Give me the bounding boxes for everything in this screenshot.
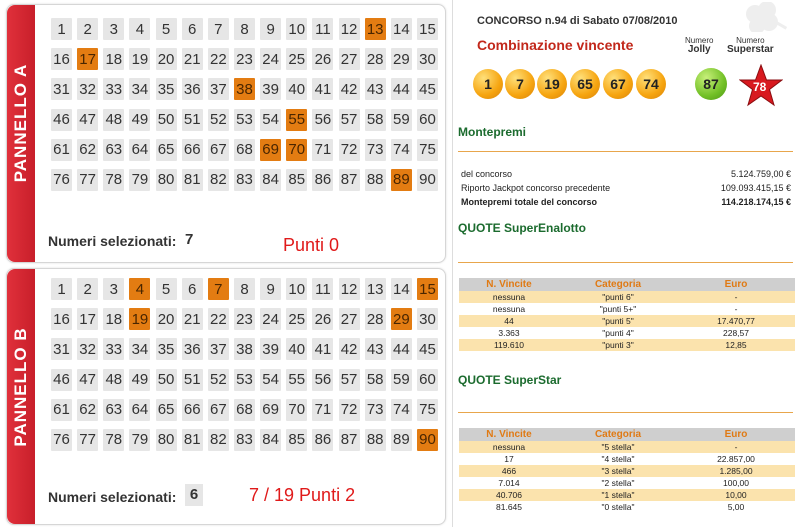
- number-cell[interactable]: 77: [77, 169, 98, 191]
- superstar-header-line2: Superstar: [727, 44, 774, 55]
- number-cell[interactable]: 56: [312, 109, 333, 131]
- montepremi-row-label: Montepremi totale del concorso: [461, 197, 598, 207]
- jolly-header: [685, 36, 713, 54]
- number-cell[interactable]: 52: [208, 109, 229, 131]
- jolly-header-line2: Jolly: [687, 44, 711, 55]
- number-cell[interactable]: 9: [260, 18, 281, 40]
- number-cell[interactable]: 43: [365, 338, 386, 360]
- quote-superstar-divider: [458, 412, 793, 413]
- number-cell[interactable]: 2: [77, 278, 98, 300]
- winning-ball: 19: [537, 69, 567, 99]
- number-cell[interactable]: 28: [365, 308, 386, 330]
- table-cell: "5 stella": [601, 442, 635, 452]
- table-cell: "punti 6": [602, 292, 634, 302]
- number-cell[interactable]: 23: [234, 48, 255, 70]
- panel-a-number-grid: [51, 18, 438, 191]
- montepremi-row: [461, 183, 791, 195]
- number-cell[interactable]: 4: [129, 18, 150, 40]
- number-cell[interactable]: 86: [312, 169, 333, 191]
- number-cell[interactable]: 43: [365, 78, 386, 100]
- number-cell[interactable]: 21: [182, 308, 203, 330]
- quote-superenalotto-title: QUOTE SuperEnalotto: [458, 221, 587, 235]
- number-cell[interactable]: 65: [156, 139, 177, 161]
- number-cell[interactable]: 8: [234, 18, 255, 40]
- table-cell: "4 stella": [601, 454, 635, 464]
- number-cell[interactable]: 56: [312, 369, 333, 391]
- number-cell[interactable]: 25: [286, 308, 307, 330]
- number-cell[interactable]: 19: [129, 48, 150, 70]
- number-cell[interactable]: 58: [365, 109, 386, 131]
- number-cell[interactable]: 50: [156, 369, 177, 391]
- montepremi-title: Montepremi: [458, 125, 527, 139]
- number-cell[interactable]: 74: [391, 139, 412, 161]
- number-cell[interactable]: 60: [417, 369, 438, 391]
- number-cell[interactable]: 12: [339, 278, 360, 300]
- montepremi-row-value: 5.124.759,00 €: [730, 169, 791, 179]
- table-body: [459, 291, 795, 351]
- winning-ball: 65: [570, 69, 600, 99]
- number-cell-selected[interactable]: 89: [391, 169, 412, 191]
- number-cell[interactable]: 1: [51, 278, 72, 300]
- number-cell[interactable]: 63: [103, 399, 124, 421]
- number-cell[interactable]: 30: [417, 48, 438, 70]
- number-cell[interactable]: 14: [391, 18, 412, 40]
- number-cell[interactable]: 57: [339, 369, 360, 391]
- number-cell[interactable]: 82: [208, 429, 229, 451]
- number-cell[interactable]: 26: [312, 308, 333, 330]
- number-cell[interactable]: 71: [312, 139, 333, 161]
- number-cell[interactable]: 90: [417, 169, 438, 191]
- table-cell: nessuna: [492, 292, 526, 302]
- number-cell[interactable]: 37: [208, 338, 229, 360]
- number-cell[interactable]: 78: [103, 429, 124, 451]
- table-cell: 44: [504, 316, 514, 326]
- number-cell[interactable]: 57: [339, 109, 360, 131]
- panel-b-tab: [7, 269, 35, 524]
- number-cell[interactable]: 5: [156, 18, 177, 40]
- panel-b-tab-label: PANNELLO B: [11, 327, 30, 447]
- number-cell[interactable]: 72: [339, 139, 360, 161]
- panel-a: [6, 4, 446, 263]
- number-cell[interactable]: 36: [182, 78, 203, 100]
- number-cell[interactable]: 39: [260, 78, 281, 100]
- number-cell[interactable]: 50: [156, 109, 177, 131]
- number-cell[interactable]: 6: [182, 278, 203, 300]
- winning-ball: 1: [473, 69, 503, 99]
- montepremi-row-value: 114.218.174,15 €: [721, 197, 791, 207]
- table-cell: 12,85: [725, 340, 747, 350]
- number-cell[interactable]: 38: [234, 338, 255, 360]
- table-header-cell: N. Vincite: [486, 429, 532, 440]
- number-cell[interactable]: 29: [391, 48, 412, 70]
- number-cell[interactable]: 49: [129, 109, 150, 131]
- panel-a-selected-label: Numeri selezionati:: [48, 233, 177, 249]
- number-cell[interactable]: 15: [417, 18, 438, 40]
- panel-a-tab: [7, 5, 35, 262]
- panel-a-tab-label: PANNELLO A: [11, 63, 30, 183]
- montepremi-row-label: del concorso: [461, 169, 513, 179]
- table-cell: 466: [501, 466, 517, 476]
- panel-b-selected-label: Numeri selezionati:: [48, 489, 177, 505]
- number-cell[interactable]: 42: [339, 78, 360, 100]
- number-cell[interactable]: 44: [391, 78, 412, 100]
- number-cell[interactable]: 31: [51, 338, 72, 360]
- number-cell[interactable]: 16: [51, 308, 72, 330]
- number-cell[interactable]: 54: [260, 109, 281, 131]
- table-cell: 5,00: [727, 502, 745, 512]
- number-cell[interactable]: 40: [286, 338, 307, 360]
- table-header: [459, 428, 795, 441]
- number-cell[interactable]: 76: [51, 429, 72, 451]
- table-row: [459, 339, 795, 351]
- number-cell[interactable]: 76: [51, 169, 72, 191]
- number-cell[interactable]: 78: [103, 169, 124, 191]
- number-cell[interactable]: 84: [260, 169, 281, 191]
- number-cell[interactable]: 35: [156, 338, 177, 360]
- number-cell[interactable]: 71: [312, 399, 333, 421]
- number-cell-selected[interactable]: 29: [391, 308, 412, 330]
- number-cell-selected[interactable]: 4: [129, 278, 150, 300]
- table-cell: 17: [504, 454, 514, 464]
- number-cell[interactable]: 5: [156, 278, 177, 300]
- table-cell: 3.363: [498, 328, 520, 338]
- number-cell[interactable]: 68: [234, 399, 255, 421]
- number-cell[interactable]: 67: [208, 139, 229, 161]
- winning-ball: 7: [505, 69, 535, 99]
- table-cell: "punti 5": [602, 316, 634, 326]
- table-cell: "1 stella": [601, 490, 635, 500]
- number-cell[interactable]: 83: [234, 429, 255, 451]
- montepremi-row-label: Riporto Jackpot concorso precedente: [461, 183, 611, 193]
- table-cell: 40.706: [496, 490, 522, 500]
- number-cell[interactable]: 61: [51, 399, 72, 421]
- table-body: [459, 441, 795, 513]
- number-cell[interactable]: 85: [286, 429, 307, 451]
- number-cell[interactable]: 14: [391, 278, 412, 300]
- table-row: [459, 327, 795, 339]
- number-cell[interactable]: 24: [260, 48, 281, 70]
- table-cell: nessuna: [492, 442, 526, 452]
- superstar-number: 78: [753, 80, 767, 94]
- number-cell[interactable]: 27: [339, 308, 360, 330]
- table-cell: -: [734, 292, 738, 302]
- number-cell[interactable]: 72: [339, 399, 360, 421]
- table-header-cell: Euro: [724, 429, 748, 440]
- number-cell[interactable]: 79: [129, 429, 150, 451]
- montepremi-row: [461, 169, 791, 181]
- number-cell[interactable]: 6: [182, 18, 203, 40]
- table-cell: 119.610: [493, 340, 525, 350]
- number-cell[interactable]: 36: [182, 338, 203, 360]
- number-cell[interactable]: 12: [339, 18, 360, 40]
- number-cell-selected[interactable]: 15: [417, 278, 438, 300]
- number-cell[interactable]: 34: [129, 338, 150, 360]
- number-cell[interactable]: 52: [208, 369, 229, 391]
- number-cell[interactable]: 80: [156, 169, 177, 191]
- number-cell-selected[interactable]: 19: [129, 308, 150, 330]
- winning-ball: 74: [636, 69, 666, 99]
- number-cell[interactable]: 18: [103, 48, 124, 70]
- quote-superenalotto-table: [459, 278, 795, 351]
- number-cell[interactable]: 66: [182, 139, 203, 161]
- superstar-header: [727, 36, 774, 54]
- number-cell[interactable]: 49: [129, 369, 150, 391]
- table-cell: "punti 4": [602, 328, 634, 338]
- number-cell[interactable]: 88: [365, 429, 386, 451]
- number-cell[interactable]: 80: [156, 429, 177, 451]
- number-cell[interactable]: 10: [286, 18, 307, 40]
- table-row: [459, 315, 795, 327]
- jolly-ball: 87: [695, 68, 727, 100]
- table-row: [459, 291, 795, 303]
- table-row: [459, 501, 795, 513]
- number-cell[interactable]: 39: [260, 338, 281, 360]
- table-cell: "punti 3": [602, 340, 634, 350]
- number-cell[interactable]: 65: [156, 399, 177, 421]
- panel-b-punti: 7 / 19 Punti 2: [249, 485, 356, 505]
- number-cell[interactable]: 20: [156, 48, 177, 70]
- number-cell[interactable]: 54: [260, 369, 281, 391]
- number-cell[interactable]: 89: [391, 429, 412, 451]
- number-cell[interactable]: 77: [77, 429, 98, 451]
- number-cell-selected[interactable]: 13: [365, 18, 386, 40]
- montepremi-row-value: 109.093.415,15 €: [720, 183, 791, 193]
- number-cell[interactable]: 37: [208, 78, 229, 100]
- number-cell[interactable]: 33: [103, 78, 124, 100]
- number-cell[interactable]: 32: [77, 78, 98, 100]
- number-cell[interactable]: 34: [129, 78, 150, 100]
- number-cell[interactable]: 83: [234, 169, 255, 191]
- number-cell[interactable]: 60: [417, 109, 438, 131]
- number-cell[interactable]: 59: [391, 109, 412, 131]
- number-cell[interactable]: 10: [286, 278, 307, 300]
- table-cell: -: [734, 304, 738, 314]
- number-cell[interactable]: 73: [365, 139, 386, 161]
- number-cell[interactable]: 27: [339, 48, 360, 70]
- number-cell[interactable]: 45: [417, 338, 438, 360]
- number-cell-selected[interactable]: 90: [417, 429, 438, 451]
- table-cell: -: [734, 442, 738, 452]
- number-cell[interactable]: 58: [365, 369, 386, 391]
- number-cell[interactable]: 48: [103, 109, 124, 131]
- table-header-cell: Categoria: [594, 279, 642, 290]
- number-cell[interactable]: 66: [182, 399, 203, 421]
- results-panel: [452, 0, 800, 527]
- number-cell[interactable]: 67: [208, 399, 229, 421]
- table-row: [459, 453, 795, 465]
- number-cell[interactable]: 3: [103, 278, 124, 300]
- table-cell: 10,00: [725, 490, 747, 500]
- number-cell[interactable]: 53: [234, 109, 255, 131]
- table-cell: "0 stella": [601, 502, 635, 512]
- panel-b-number-grid: [51, 278, 438, 451]
- table-cell: 7.014: [498, 478, 520, 488]
- number-cell-selected[interactable]: 70: [286, 139, 307, 161]
- number-cell[interactable]: 32: [77, 338, 98, 360]
- number-cell[interactable]: 85: [286, 169, 307, 191]
- jolly-header-line1: Numero: [685, 36, 714, 45]
- number-cell[interactable]: 22: [208, 48, 229, 70]
- number-cell[interactable]: 82: [208, 169, 229, 191]
- table-row: [459, 477, 795, 489]
- number-cell[interactable]: 25: [286, 48, 307, 70]
- number-cell[interactable]: 88: [365, 169, 386, 191]
- number-cell[interactable]: 75: [417, 399, 438, 421]
- number-cell[interactable]: 41: [312, 78, 333, 100]
- table-header-cell: Euro: [724, 279, 748, 290]
- number-cell[interactable]: 86: [312, 429, 333, 451]
- quote-superstar-title: QUOTE SuperStar: [458, 373, 562, 387]
- winning-ball: 67: [603, 69, 633, 99]
- panel-a-selected-count: 7: [185, 231, 194, 248]
- number-cell[interactable]: 30: [417, 308, 438, 330]
- table-row: [459, 465, 795, 477]
- number-cell[interactable]: 46: [51, 369, 72, 391]
- number-cell[interactable]: 70: [286, 399, 307, 421]
- montepremi-divider: [458, 151, 793, 152]
- table-cell: 22.857,00: [717, 454, 755, 464]
- number-cell[interactable]: 8: [234, 278, 255, 300]
- number-cell[interactable]: 84: [260, 429, 281, 451]
- table-cell: "3 stella": [601, 466, 635, 476]
- number-cell[interactable]: 9: [260, 278, 281, 300]
- table-header-cell: Categoria: [594, 429, 642, 440]
- number-cell[interactable]: 40: [286, 78, 307, 100]
- number-cell[interactable]: 22: [208, 308, 229, 330]
- table-row: [459, 489, 795, 501]
- number-cell[interactable]: 18: [103, 308, 124, 330]
- number-cell[interactable]: 75: [417, 139, 438, 161]
- number-cell-selected[interactable]: 7: [208, 278, 229, 300]
- number-cell-selected[interactable]: 38: [234, 78, 255, 100]
- number-cell[interactable]: 33: [103, 338, 124, 360]
- number-cell[interactable]: 53: [234, 369, 255, 391]
- number-cell[interactable]: 55: [286, 369, 307, 391]
- number-cell[interactable]: 87: [339, 429, 360, 451]
- table-cell: 81.645: [496, 502, 522, 512]
- table-row: [459, 441, 795, 453]
- table-cell: "punti 5+": [599, 304, 637, 314]
- number-cell[interactable]: 28: [365, 48, 386, 70]
- clover-watermark-icon: [735, 2, 793, 32]
- number-cell[interactable]: 16: [51, 48, 72, 70]
- number-cell[interactable]: 81: [182, 429, 203, 451]
- number-cell[interactable]: 69: [260, 399, 281, 421]
- number-cell[interactable]: 26: [312, 48, 333, 70]
- montepremi-row: [461, 197, 791, 209]
- concorso-title: CONCORSO n.94 di Sabato 07/08/2010: [477, 15, 678, 27]
- number-cell[interactable]: 45: [417, 78, 438, 100]
- number-cell[interactable]: 74: [391, 399, 412, 421]
- number-cell[interactable]: 51: [182, 369, 203, 391]
- number-cell[interactable]: 62: [77, 399, 98, 421]
- number-cell-selected[interactable]: 17: [77, 48, 98, 70]
- table-cell: 228,57: [723, 328, 749, 338]
- table-header-cell: N. Vincite: [486, 279, 532, 290]
- number-cell-selected[interactable]: 69: [260, 139, 281, 161]
- number-cell[interactable]: 79: [129, 169, 150, 191]
- number-cell[interactable]: 81: [182, 169, 203, 191]
- panel-b: [6, 268, 446, 525]
- table-cell: "2 stella": [601, 478, 635, 488]
- table-header: [459, 278, 795, 291]
- number-cell[interactable]: 23: [234, 308, 255, 330]
- number-cell[interactable]: 3: [103, 18, 124, 40]
- number-cell[interactable]: 63: [103, 139, 124, 161]
- number-cell-selected[interactable]: 55: [286, 109, 307, 131]
- number-cell[interactable]: 68: [234, 139, 255, 161]
- table-row: [459, 303, 795, 315]
- number-cell[interactable]: 13: [365, 278, 386, 300]
- number-cell[interactable]: 7: [208, 18, 229, 40]
- number-cell[interactable]: 48: [103, 369, 124, 391]
- number-cell[interactable]: 51: [182, 109, 203, 131]
- number-cell[interactable]: 24: [260, 308, 281, 330]
- number-cell[interactable]: 61: [51, 139, 72, 161]
- number-cell[interactable]: 11: [312, 18, 333, 40]
- quote-superenalotto-divider: [458, 262, 793, 263]
- number-cell[interactable]: 59: [391, 369, 412, 391]
- number-cell[interactable]: 73: [365, 399, 386, 421]
- number-cell[interactable]: 21: [182, 48, 203, 70]
- table-cell: 1.285,00: [719, 466, 753, 476]
- quote-superstar-table: [459, 428, 795, 513]
- number-cell[interactable]: 41: [312, 338, 333, 360]
- number-cell[interactable]: 42: [339, 338, 360, 360]
- number-cell[interactable]: 46: [51, 109, 72, 131]
- number-cell[interactable]: 35: [156, 78, 177, 100]
- number-cell[interactable]: 2: [77, 18, 98, 40]
- number-cell[interactable]: 31: [51, 78, 72, 100]
- number-cell[interactable]: 20: [156, 308, 177, 330]
- table-cell: 17.470,77: [717, 316, 755, 326]
- number-cell[interactable]: 47: [77, 109, 98, 131]
- combinazione-title: Combinazione vincente: [477, 37, 634, 53]
- number-cell[interactable]: 64: [129, 399, 150, 421]
- number-cell[interactable]: 11: [312, 278, 333, 300]
- table-cell: 100,00: [723, 478, 749, 488]
- panel-a-punti: Punti 0: [283, 235, 340, 255]
- number-cell[interactable]: 87: [339, 169, 360, 191]
- number-cell[interactable]: 64: [129, 139, 150, 161]
- number-cell[interactable]: 44: [391, 338, 412, 360]
- number-cell[interactable]: 47: [77, 369, 98, 391]
- superstar-header-line1: Numero: [736, 36, 765, 45]
- number-cell[interactable]: 17: [77, 308, 98, 330]
- table-cell: nessuna: [492, 304, 526, 314]
- number-cell[interactable]: 62: [77, 139, 98, 161]
- panel-b-selected-count: 6: [185, 484, 203, 506]
- number-cell[interactable]: 1: [51, 18, 72, 40]
